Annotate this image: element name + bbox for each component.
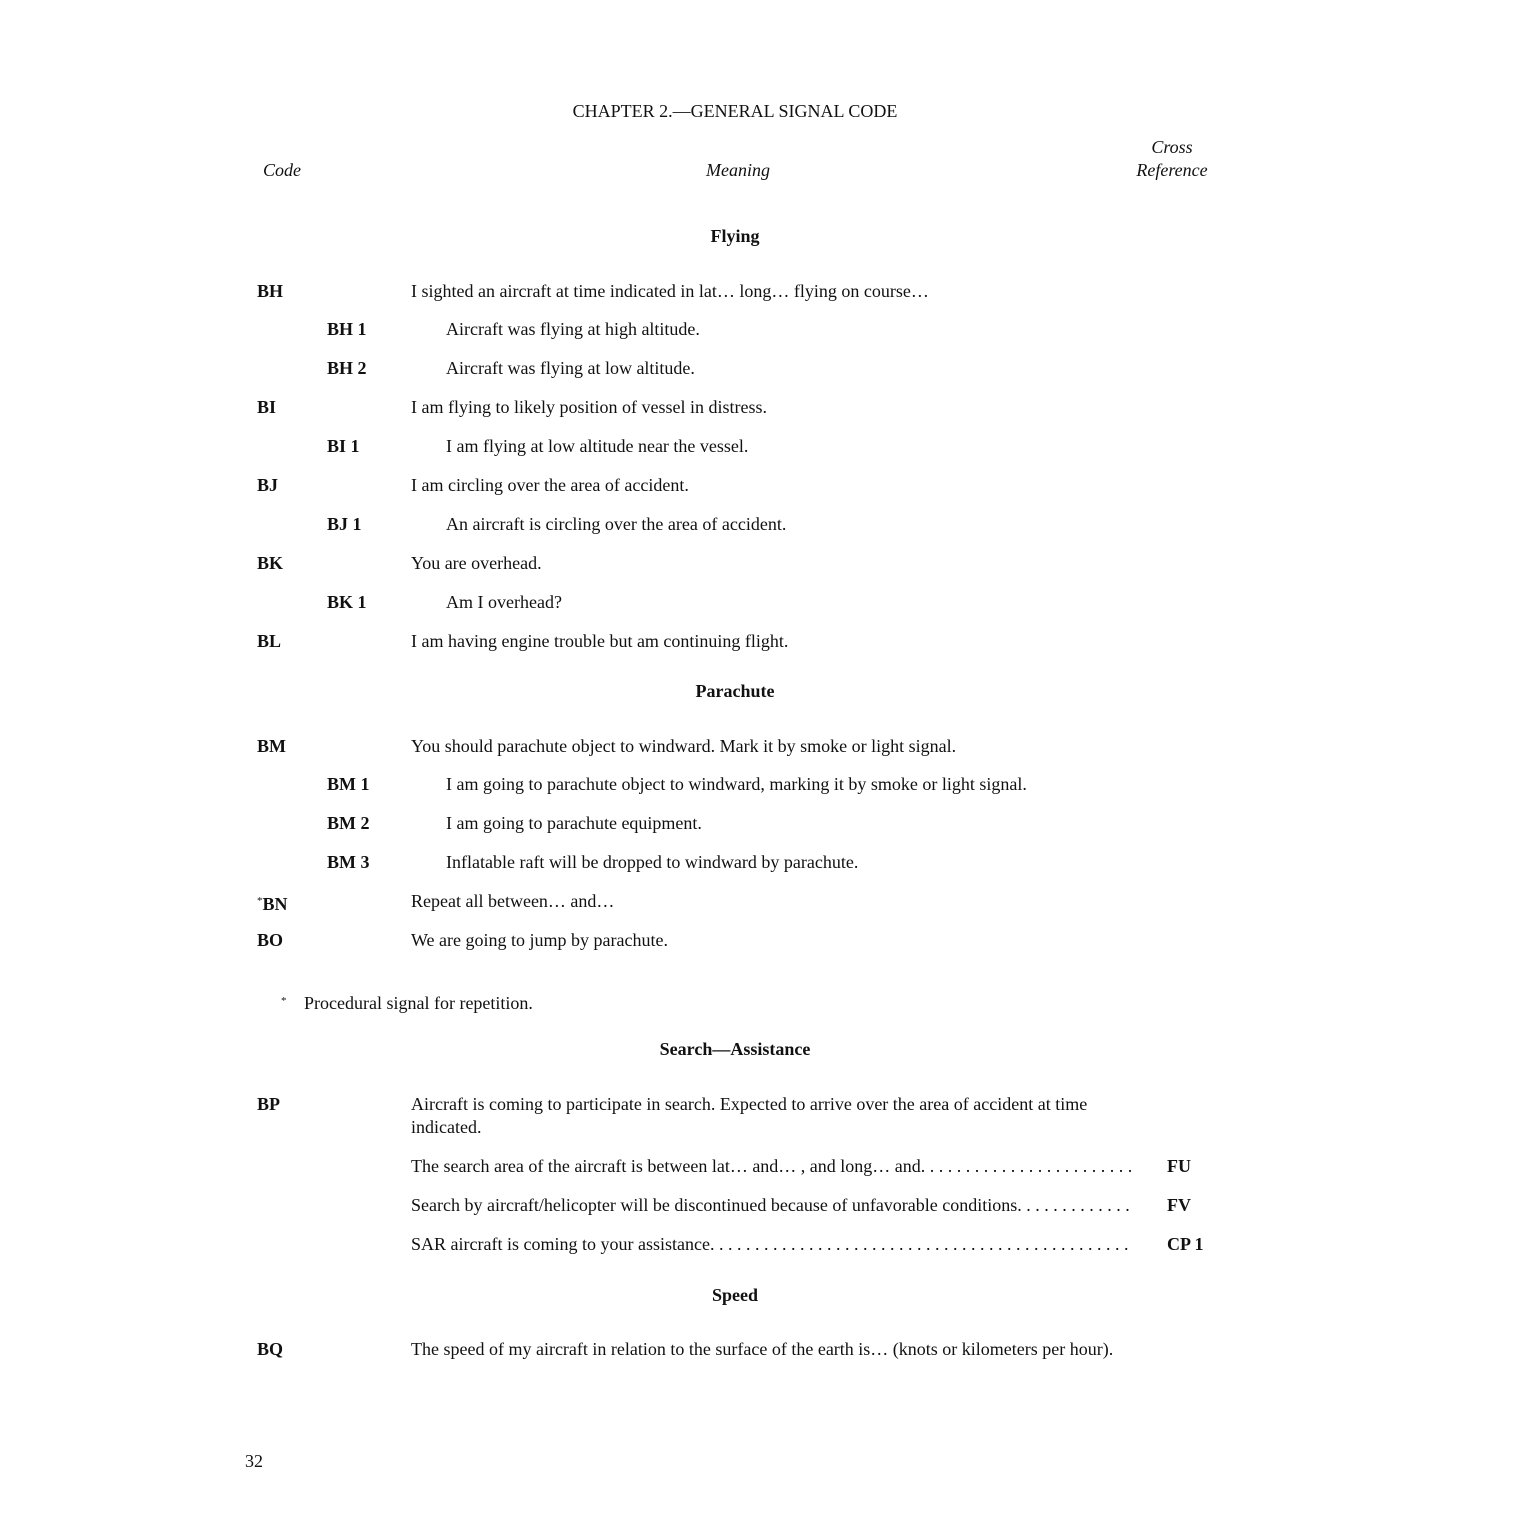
- section-heading: Parachute: [695, 681, 775, 701]
- signal-meaning: Aircraft is coming to participate in search. Expected to arrive over the area of accident at time indicated.: [411, 1094, 1088, 1137]
- footnote-marker: *: [281, 995, 287, 1007]
- dot-leader: [1017, 1194, 1133, 1216]
- cross-reference-text: Search by aircraft/helicopter will be discontinued because of unfavorable conditions: [411, 1195, 1018, 1215]
- cross-reference-text: SAR aircraft is coming to your assistance: [411, 1234, 710, 1254]
- signal-code: [257, 474, 278, 496]
- signal-meaning: I sighted an aircraft at time indicated in lat… long… flying on course…: [411, 281, 929, 301]
- signal-meaning: I am going to parachute object to windward, marking it by smoke or light signal.: [446, 774, 1027, 794]
- footnote-marker: *: [257, 895, 263, 907]
- signal-meaning: I am flying at low altitude near the vessel.: [446, 436, 749, 456]
- signal-meaning: Repeat all between… and…: [411, 891, 615, 911]
- cross-reference-text: The search area of the aircraft is between lat… and… , and long… and: [411, 1156, 921, 1176]
- signal-code-text: BI 1: [327, 436, 360, 456]
- signal-code-text: BM 2: [327, 813, 370, 833]
- signal-code-text: BJ: [257, 475, 279, 495]
- signal-code: [257, 630, 281, 652]
- cross-reference-line: [411, 1233, 1133, 1255]
- signal-code: [257, 396, 276, 418]
- signal-meaning: I am flying to likely position of vessel in distress.: [411, 397, 767, 417]
- footnote-text: Procedural signal for repetition.: [304, 993, 533, 1013]
- signal-code-text: BK 1: [327, 592, 367, 612]
- signal-code: [327, 318, 367, 340]
- signal-code: [257, 552, 283, 574]
- signal-code: [257, 929, 283, 951]
- signal-code: [327, 812, 370, 834]
- signal-code-text: BH 1: [327, 319, 367, 339]
- signal-meaning: We are going to jump by parachute.: [411, 930, 668, 950]
- signal-code: [257, 1093, 280, 1115]
- signal-meaning: An aircraft is circling over the area of accident.: [446, 514, 787, 534]
- chapter-title: CHAPTER 2.—GENERAL SIGNAL CODE: [572, 101, 898, 121]
- cross-reference-code: FV: [1167, 1195, 1191, 1215]
- signal-meaning: Aircraft was flying at low altitude.: [446, 358, 695, 378]
- signal-code-text: BH: [257, 281, 284, 301]
- section-heading: Speed: [711, 1285, 759, 1305]
- signal-code-text: BI: [257, 397, 277, 417]
- signal-code: [257, 890, 288, 915]
- signal-meaning: You are overhead.: [411, 553, 542, 573]
- signal-code: [257, 280, 283, 302]
- signal-meaning: Am I overhead?: [446, 592, 562, 612]
- column-header-code: Code: [263, 160, 301, 180]
- column-header-meaning: Meaning: [706, 160, 770, 180]
- signal-code-text: BJ 1: [327, 514, 362, 534]
- column-header-reference: Reference: [1136, 160, 1208, 180]
- signal-code: [327, 851, 370, 873]
- dot-leader: [710, 1233, 1133, 1255]
- signal-code-text: BL: [257, 631, 282, 651]
- signal-code: [327, 357, 367, 379]
- section-heading: Search—Assistance: [659, 1039, 811, 1059]
- signal-meaning: I am going to parachute equipment.: [446, 813, 702, 833]
- signal-code: [257, 1338, 283, 1360]
- signal-meaning: Aircraft was flying at high altitude.: [446, 319, 700, 339]
- signal-meaning: The speed of my aircraft in relation to the surface of the earth is… (knots or kilometers per hour).: [411, 1339, 1114, 1359]
- dot-leader: [921, 1155, 1133, 1177]
- signal-meaning: I am circling over the area of accident.: [411, 475, 689, 495]
- signal-code: [327, 435, 360, 457]
- cross-reference-code: CP 1: [1167, 1234, 1204, 1254]
- cross-reference-line: [411, 1155, 1133, 1177]
- signal-meaning: I am having engine trouble but am continuing flight.: [411, 631, 789, 651]
- column-header-cross: Cross: [1151, 137, 1193, 157]
- signal-code-text: BK: [257, 553, 284, 573]
- signal-code-text: BO: [257, 930, 284, 950]
- cross-reference-line: [411, 1194, 1133, 1216]
- signal-code-text: BH 2: [327, 358, 367, 378]
- signal-code: [257, 735, 286, 757]
- signal-code-text: BM 3: [327, 852, 370, 872]
- signal-code-text: BM: [257, 736, 286, 756]
- page-number: 32: [245, 1451, 263, 1471]
- signal-code: [327, 513, 362, 535]
- signal-code-text: BN: [262, 894, 288, 914]
- signal-code-text: BQ: [257, 1339, 284, 1359]
- signal-meaning: You should parachute object to windward. Mark it by smoke or light signal.: [411, 736, 957, 756]
- signal-meaning: Inflatable raft will be dropped to windward by parachute.: [446, 852, 859, 872]
- signal-code: [327, 591, 367, 613]
- cross-reference-code: FU: [1167, 1156, 1191, 1176]
- section-heading: Flying: [710, 226, 760, 246]
- signal-code-text: BM 1: [327, 774, 370, 794]
- signal-code: [327, 773, 370, 795]
- signal-code-text: BP: [257, 1094, 281, 1114]
